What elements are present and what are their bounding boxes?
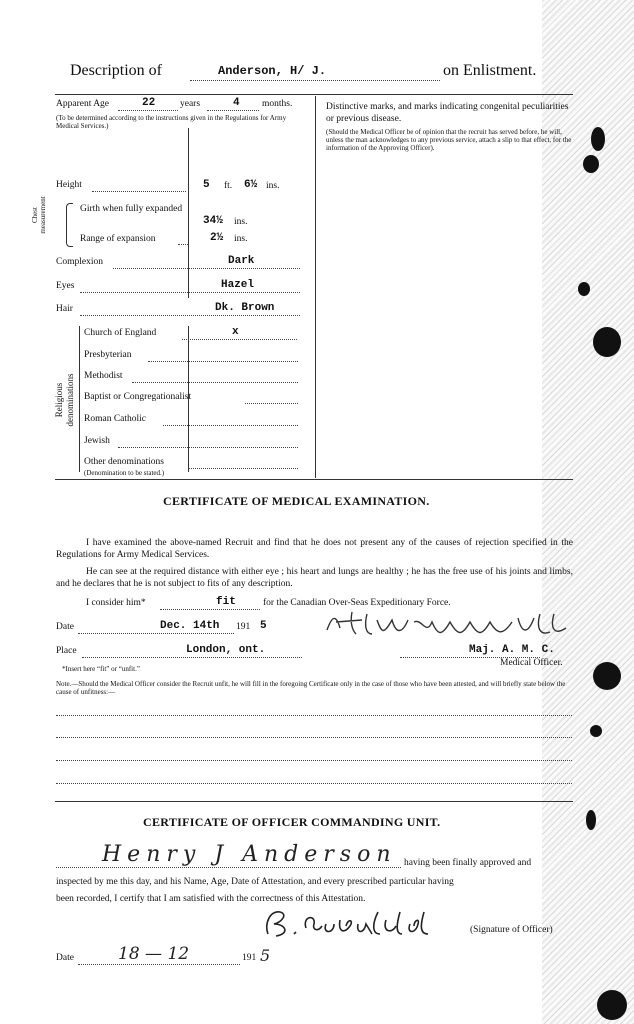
religion-item: Jewish: [84, 436, 110, 446]
punch-hole: [583, 155, 599, 173]
marks-note: (Should the Medical Officer be of opinion that the recruit has served before, he will, unless the man acknowledges to any previous service, attach a slip to that effect, for the information of the Approving Officer).: [326, 128, 572, 152]
consider-prefix: I consider him*: [86, 598, 146, 608]
recruit-name-handwritten: Henry J Anderson: [102, 842, 397, 867]
medical-year-prefix: 191: [236, 622, 251, 632]
range-label: Range of expansion: [80, 234, 156, 244]
marks-label: Distinctive marks, and marks indicating congenital peculiarities or previous disease.: [326, 102, 569, 124]
religion-item: Presbyterian: [84, 350, 132, 360]
insert-note: *Insert here “fit” or “unfit.”: [62, 665, 140, 673]
range-value: 2½: [210, 232, 224, 244]
eyes-value: Hazel: [221, 279, 255, 291]
commanding-line3: been recorded, I certify that I am satisfied with the correctness of this Attestation.: [56, 894, 366, 904]
chest-brace: [66, 203, 73, 247]
girth-value: 34½: [203, 215, 223, 227]
commanding-line1: having been finally approved and: [404, 858, 532, 868]
complexion-label: Complexion: [56, 257, 103, 267]
years-label: years: [180, 99, 201, 109]
religion-item: Church of England: [84, 328, 157, 338]
medical-para2: He can see at the required distance with either eye ; his heart and lungs are healthy ; he has the free use of his joints and limbs, and he declares that he is not subject to fits of any description.: [56, 567, 573, 589]
age-note: (To be determined according to the instructions given in the Regulations for Army Medical Services.): [56, 114, 287, 130]
medical-date-value: Dec. 14th: [160, 620, 220, 632]
punch-hole: [590, 725, 602, 737]
religion-other-note: (Denomination to be stated.): [84, 469, 165, 477]
medical-title: CERTIFICATE OF MEDICAL EXAMINATION.: [163, 494, 430, 508]
medical-note: Note.—Should the Medical Officer consider the Recruit unfit, he will fill in the foregoing Certificate only in the case of those who have been attested, and will briefly state below the cause of unfitness:—: [56, 680, 566, 696]
age-months: 4: [233, 97, 240, 109]
religion-item: Baptist or Congregationalist: [84, 392, 192, 402]
ft-label: ft.: [224, 181, 233, 191]
medical-officer-signature: [322, 608, 577, 642]
eyes-label: Eyes: [56, 281, 75, 291]
religion-item: Other denominations: [84, 457, 164, 467]
medical-date-label: Date: [56, 622, 74, 632]
medical-para1: I have examined the above-named Recruit and find that he does not present any of the causes of rejection specified in the Regulations for Army Medical Services.: [56, 538, 573, 560]
commanding-date-value: 18 — 12: [118, 944, 190, 964]
commanding-title: CERTIFICATE OF OFFICER COMMANDING UNIT.: [143, 815, 441, 829]
height-label: Height: [56, 180, 82, 190]
girth-label: Girth when fully expanded: [80, 204, 183, 214]
punch-hole: [586, 810, 596, 830]
commanding-officer-signature: [260, 904, 470, 944]
commanding-year-prefix: 191: [242, 953, 257, 963]
fitness-value: fit: [216, 596, 236, 608]
place-label: Place: [56, 646, 77, 656]
complexion-value: Dark: [228, 255, 255, 267]
punch-hole: [593, 662, 621, 690]
age-label: Apparent Age: [56, 99, 110, 109]
signature-label: (Signature of Officer): [470, 925, 553, 935]
commanding-date-label: Date: [56, 953, 74, 963]
place-value: London, ont.: [186, 644, 266, 656]
title-suffix: on Enlistment.: [443, 62, 537, 79]
page-title: [70, 62, 162, 80]
religion-item: Methodist: [84, 371, 123, 381]
commanding-line2: inspected by me this day, and his Name, Age, Date of Attestation, and every prescribed particular having: [56, 877, 454, 887]
punch-hole: [593, 327, 621, 357]
religion-item: Roman Catholic: [84, 414, 147, 424]
scan-edge: [542, 0, 634, 1024]
religion-mark: x: [232, 326, 239, 338]
chest-side-label: Chest measurement: [31, 196, 47, 234]
consider-suffix: for the Canadian Over-Seas Expeditionary Force.: [263, 598, 451, 608]
title-prefix: Description of: [70, 62, 162, 79]
religion-side-label: Religious denominations: [54, 373, 75, 427]
hair-value: Dk. Brown: [215, 302, 275, 314]
girth-ins-label: ins.: [234, 217, 248, 227]
height-ins: 6½: [244, 179, 258, 191]
age-years: 22: [142, 97, 156, 109]
officer-title: Medical Officer.: [500, 658, 563, 668]
punch-hole: [591, 127, 605, 151]
ins-label: ins.: [266, 181, 280, 191]
punch-hole: [578, 282, 590, 296]
months-label: months.: [262, 99, 293, 109]
commanding-year-digit: 5: [260, 946, 271, 965]
height-ft: 5: [203, 179, 210, 191]
range-ins-label: ins.: [234, 234, 248, 244]
punch-hole: [597, 990, 627, 1020]
medical-year-digit: 5: [260, 620, 267, 632]
recruit-name: Anderson, H/ J.: [218, 64, 327, 78]
hair-label: Hair: [56, 304, 73, 314]
officer-rank: Maj. A. M. C.: [469, 644, 555, 656]
